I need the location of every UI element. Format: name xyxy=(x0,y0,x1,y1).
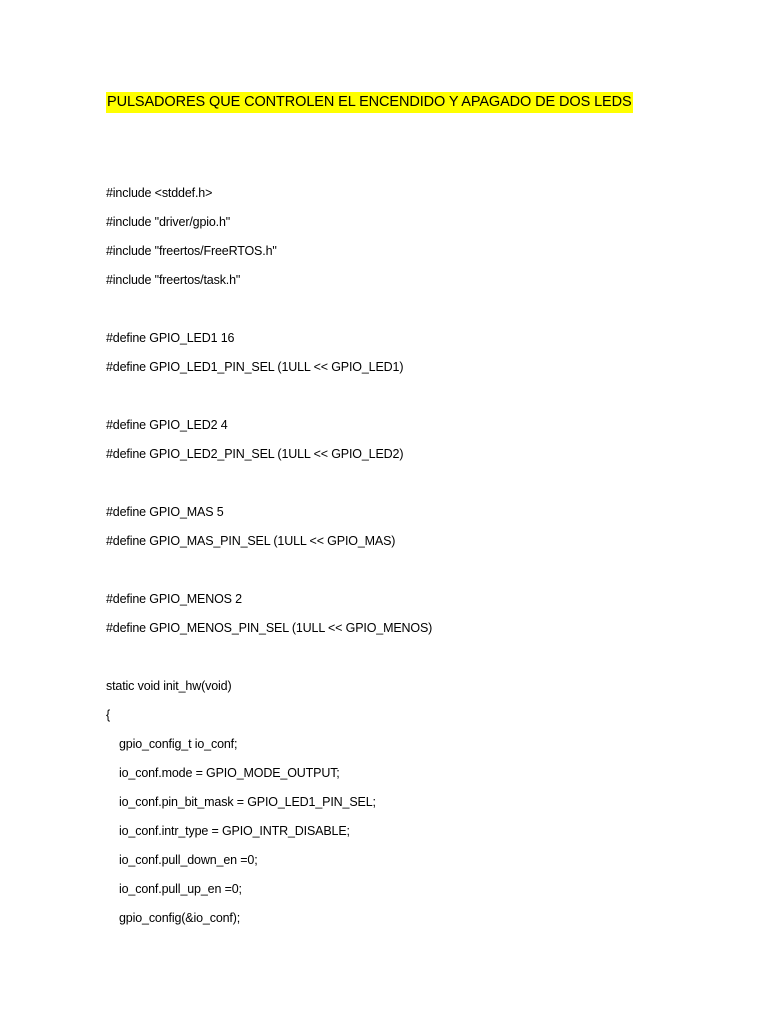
code-line: #define GPIO_MENOS_PIN_SEL (1ULL << GPIO_MENOS) xyxy=(106,621,433,635)
code-line: io_conf.pull_up_en =0; xyxy=(119,882,242,896)
blank-line xyxy=(106,298,726,327)
code-line: #include <stddef.h> xyxy=(106,186,213,200)
code-line: io_conf.intr_type = GPIO_INTR_DISABLE; xyxy=(119,824,350,838)
code-line: static void init_hw(void) xyxy=(106,679,232,693)
blank-line xyxy=(106,559,726,588)
code-line: io_conf.pull_down_en =0; xyxy=(119,853,258,867)
code-line: io_conf.mode = GPIO_MODE_OUTPUT; xyxy=(119,766,340,780)
document-title: PULSADORES QUE CONTROLEN EL ENCENDIDO Y APAGADO DE DOS LEDS xyxy=(106,92,633,113)
code-line: { xyxy=(106,708,111,722)
code-line: #define GPIO_MAS_PIN_SEL (1ULL << GPIO_MAS) xyxy=(106,534,396,548)
code-line: #define GPIO_LED1_PIN_SEL (1ULL << GPIO_LED1) xyxy=(106,360,404,374)
code-line: #include "driver/gpio.h" xyxy=(106,215,231,229)
code-line: #define GPIO_LED2_PIN_SEL (1ULL << GPIO_LED2) xyxy=(106,447,404,461)
blank-line xyxy=(106,472,726,501)
code-line: #include "freertos/task.h" xyxy=(106,273,241,287)
code-line: #define GPIO_MENOS 2 xyxy=(106,592,242,606)
code-block xyxy=(106,182,726,936)
code-line: io_conf.pin_bit_mask = GPIO_LED1_PIN_SEL; xyxy=(119,795,376,809)
code-line: #define GPIO_LED1 16 xyxy=(106,331,235,345)
blank-line xyxy=(106,385,726,414)
code-line: #define GPIO_LED2 4 xyxy=(106,418,228,432)
blank-line xyxy=(106,646,726,675)
code-line: gpio_config_t io_conf; xyxy=(119,737,238,751)
code-line: #define GPIO_MAS 5 xyxy=(106,505,224,519)
code-line: gpio_config(&io_conf); xyxy=(119,911,241,925)
code-line: #include "freertos/FreeRTOS.h" xyxy=(106,244,277,258)
